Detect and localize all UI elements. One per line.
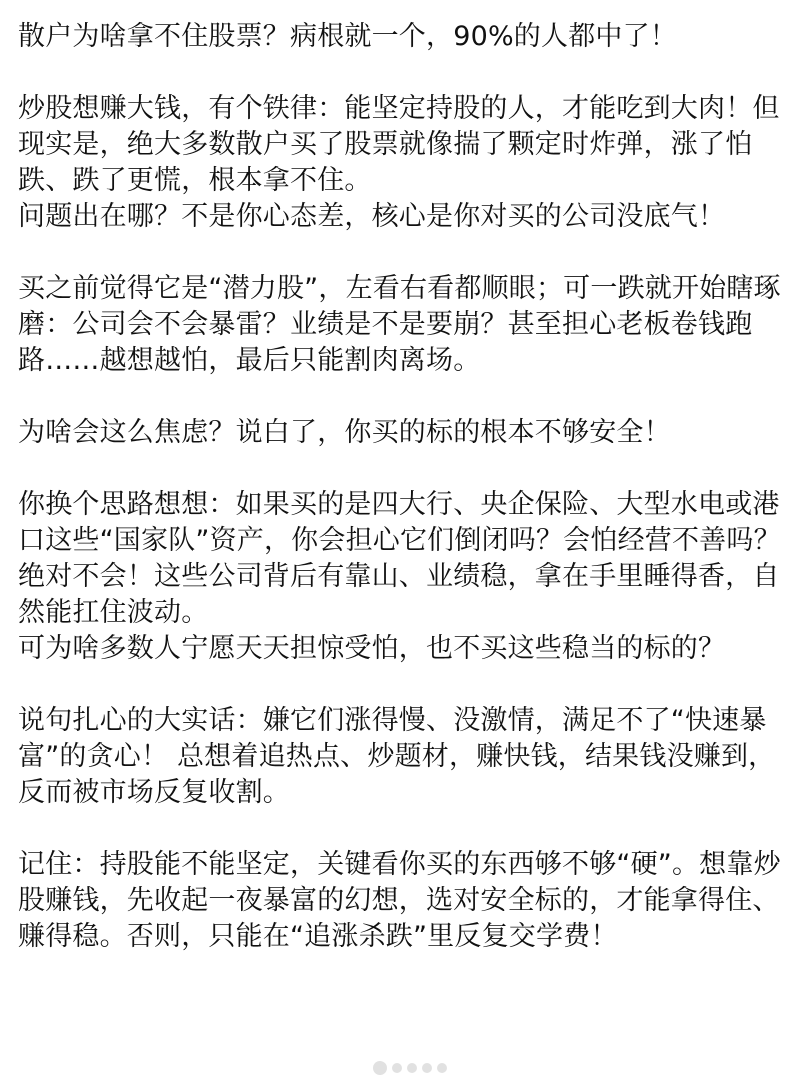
paragraph-5	[18, 703, 790, 811]
paragraph-6	[18, 847, 790, 955]
title-line: 散户为啥拿不住股票？病根就一个，90%的人都中了！	[18, 21, 678, 52]
paragraph-line: 记住：持股能不能坚定，关键看你买的东西够不够“硬”。想靠炒股赚钱，先收起一夜暴富的幻想，选对安全标的，才能拿得住、赚得稳。否则，只能在“追涨杀跌”里反复交学费！	[18, 849, 781, 952]
paragraph-line: 说句扎心的大实话：嫌它们涨得慢、没激情，满足不了“快速暴富”的贪心！ 总想着追热点、炒题材，赚快钱，结果钱没赚到，反而被市场反复收割。	[18, 705, 776, 808]
article-body	[18, 19, 790, 955]
paragraph-line: 你换个思路想想：如果买的是四大行、央企保险、大型水电或港口这些“国家队”资产，你会担心它们倒闭吗？会怕经营不善吗？绝对不会！这些公司背后有靠山、业绩稳，拿在手里睡得香，自然能扛住波动。	[18, 489, 781, 628]
paragraph-line: 可为啥多数人宁愿天天担惊受怕，也不买这些稳当的标的？	[18, 633, 726, 664]
watermark-dot-icon	[407, 1063, 417, 1073]
paragraph-line: 买之前觉得它是“潜力股”，左看右看都顺眼；可一跌就开始瞎琢磨：公司会不会暴雷？业绩是不是要崩？甚至担心老板卷钱跑路……越想越怕，最后只能割肉离场。	[18, 273, 781, 376]
paragraph-4	[18, 487, 790, 667]
watermark-dot-icon	[437, 1063, 447, 1073]
article-title	[18, 19, 790, 55]
paragraph-1	[18, 91, 790, 235]
watermark-dot-icon	[422, 1063, 432, 1073]
paragraph-3	[18, 415, 790, 451]
watermark-dot-icon	[392, 1063, 402, 1073]
paragraph-line: 炒股想赚大钱，有个铁律：能坚定持股的人，才能吃到大肉！但现实是，绝大多数散户买了股票就像揣了颗定时炸弹，涨了怕跌、跌了更慌，根本拿不住。	[18, 93, 780, 196]
paragraph-2	[18, 271, 790, 379]
paragraph-line: 问题出在哪？不是你心态差，核心是你对买的公司没底气！	[18, 201, 726, 232]
watermark-logo-icon	[373, 1061, 387, 1075]
watermark	[345, 1055, 475, 1081]
paragraph-line: 为啥会这么焦虑？说白了，你买的标的根本不够安全！	[18, 417, 671, 448]
